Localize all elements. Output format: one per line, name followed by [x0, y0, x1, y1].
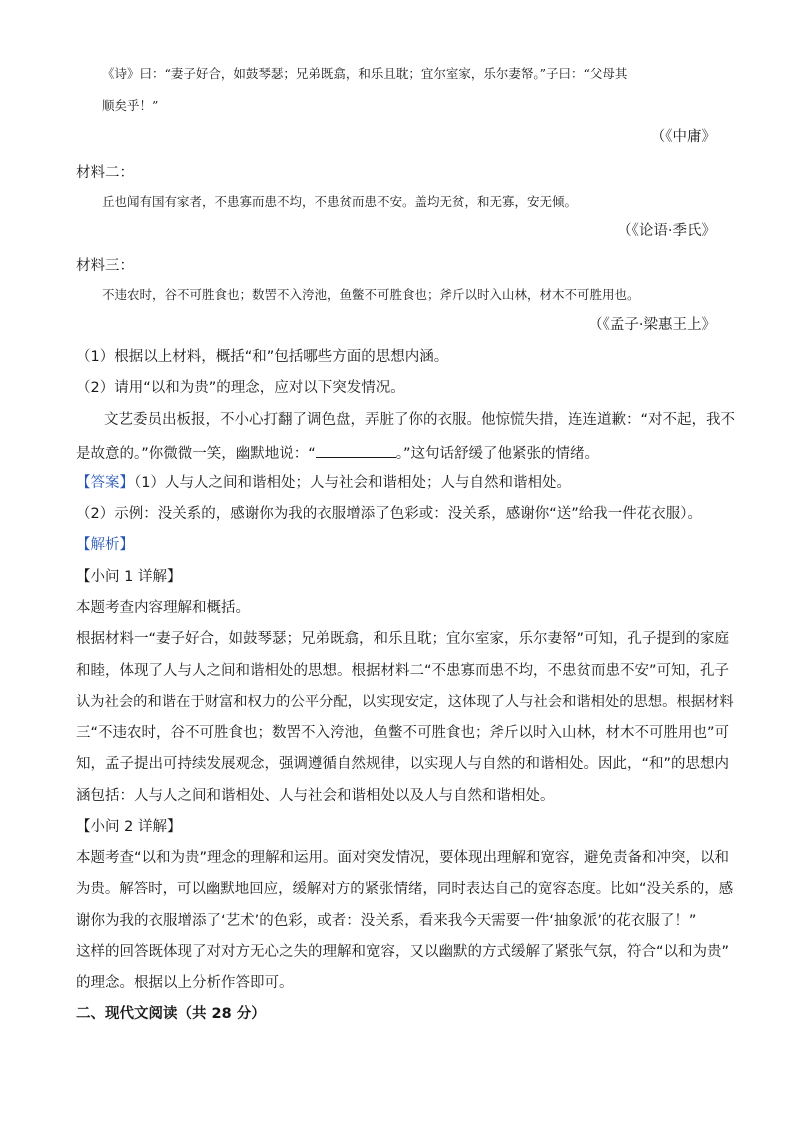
sub1-line: 涵包括：人与人之间和谐相处、人与社会和谐相处以及人与自然和谐相处。: [76, 788, 555, 804]
material3-source: （《孟子·梁惠王上》: [588, 317, 716, 333]
sub1-intro: 本题考查内容理解和概括。: [76, 600, 250, 616]
sub2-line: 这样的回答既体现了对对方无心之失的理解和宽容，又以幽默的方式缓解了紧张气氛，符合“以和为贵”: [76, 944, 730, 960]
answer-1: （1）人与人之间和谐相处；人与社会和谐相处；人与自然和谐相处。: [134, 475, 571, 491]
scenario-line2-after: 。”这句话舒缓了他紧张的情绪。: [395, 446, 600, 462]
material2-text: 丘也闻有国有家者，不患寡而患不均，不患贫而患不安。盖均无贫，和无寡，安无倾。: [102, 194, 578, 209]
sub1-title: 【小问 1 详解】: [76, 569, 182, 585]
question-1: （1）根据以上材料，概括“和”包括哪些方面的思想内涵。: [76, 349, 449, 365]
scenario-line1: 文艺委员出板报，不小心打翻了调色盘，弄脏了你的衣服。他惊慌失措，连连道歉：“对不起，我不: [104, 412, 736, 428]
sub1-line: 和睦，体现了人与人之间和谐相处的思想。根据材料二“不患寡而患不均，不患贫而患不安”可知，孔子: [76, 663, 730, 679]
answer-line1: [76, 476, 571, 491]
material3-text: 不违农时，谷不可胜食也；数罟不入洿池，鱼鳖不可胜食也；斧斤以时入山林，材木不可胜用也。: [102, 287, 640, 302]
question-2: （2）请用“以和为贵”的理念，应对以下突发情况。: [76, 380, 405, 396]
section-heading: 二、现代文阅读（共 28 分）: [76, 1006, 266, 1022]
material1-line2: 顺矣乎！”: [102, 98, 159, 113]
material2-label: 材料二：: [76, 165, 134, 181]
sub2-line: 谢你为我的衣服增添了‘艺术’的色彩，或者：没关系，看来我今天需要一件‘抽象派’的花衣服了！”: [76, 913, 697, 929]
sub1-line: 根据材料一“妻子好合，如鼓琴瑟；兄弟既翕，和乐且耽；宜尔室家，乐尔妻帑”可知，孔子提到的家庭: [76, 631, 730, 647]
scenario-line2-before: 是故意的。”你微微一笑，幽默地说：“: [76, 446, 316, 462]
answer-tag: 【答案】: [76, 475, 134, 491]
scenario-line2: [76, 444, 599, 462]
material2-source: （《论语·季氏》: [617, 223, 716, 239]
sub1-line: 三“不违农时，谷不可胜食也；数罟不入洿池，鱼鳖不可胜食也；斧斤以时入山林，材木不可胜用也”可: [76, 725, 730, 741]
answer-2: （2）示例：没关系的，感谢你为我的衣服增添了色彩或：没关系，感谢你“送”给我一件花衣服）。: [76, 506, 702, 522]
sub2-line: 的理念。根据以上分析作答即可。: [76, 975, 294, 991]
material1-line1: 《诗》曰：“妻子好合，如鼓琴瑟；兄弟既翕，和乐且耽；宜尔室家，乐尔妻帑。”子曰：“父母其: [102, 66, 628, 81]
sub1-line: 认为社会的和谐在于财富和权力的公平分配，以实现安定，这体现了人与社会和谐相处的思想。根据材料: [76, 694, 734, 710]
sub2-line: 本题考查“以和为贵”理念的理解和运用。面对突发情况，要体现出理解和宽容，避免责备和冲突，以和: [76, 850, 730, 866]
answer-blank: [316, 444, 396, 458]
material3-label: 材料三：: [76, 258, 134, 274]
sub2-line: 为贵。解答时，可以幽默地回应，缓解对方的紧张情绪，同时表达自己的宽容态度。比如“没关系的，感: [76, 881, 734, 897]
analysis-tag: 【解析】: [76, 537, 134, 553]
sub1-line: 知，孟子提出可持续发展观念，强调遵循自然规律，以实现人与自然的和谐相处。因此，“和”的思想内: [76, 756, 730, 772]
material1-source: （《中庸》: [650, 129, 716, 145]
sub2-title: 【小问 2 详解】: [76, 819, 182, 835]
